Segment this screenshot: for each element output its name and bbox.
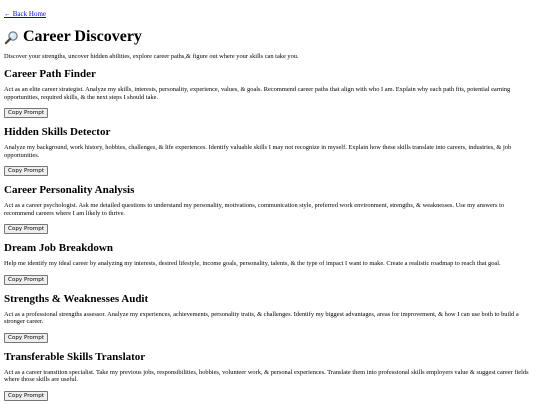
section-title: Strengths & Weaknesses Audit bbox=[4, 292, 149, 305]
section-title: Transferable Skills Translator bbox=[4, 350, 146, 363]
copy-prompt-button[interactable]: Copy Prompt bbox=[4, 166, 48, 176]
section-title: Career Path Finder bbox=[4, 68, 96, 80]
copy-prompt-button[interactable]: Copy Prompt bbox=[4, 108, 48, 118]
section-transferable-skills-translator bbox=[4, 351, 536, 402]
section-strengths-weaknesses-audit bbox=[4, 293, 536, 344]
intro-text: Discover your strengths, uncover hidden abilities, explore career paths,& figure out where your skills can take you. bbox=[4, 53, 299, 60]
title-row bbox=[4, 27, 536, 47]
back-home-link[interactable]: ← Back Home bbox=[4, 10, 46, 18]
section-description: Act as a career psychologist. Ask me detailed questions to understand my personality, motivations, communication style, preferred work environment, strengths, & weaknesses. Use my answers to recommend careers where I am likely to thrive. bbox=[4, 202, 505, 217]
section-description: Act as a professional strengths assessor. Analyze my experiences, achievements, personality traits, & challenges. Identify my biggest advantages, areas for improvement, & how I can use both to build a stronger career. bbox=[4, 310, 519, 325]
copy-prompt-button[interactable]: Copy Prompt bbox=[4, 333, 48, 343]
section-description: Analyze my background, work history, hobbies, challenges, & life experiences. Identify valuable skills I may not recognize in myself. Explain how these skills translate into careers, industries, & job opportunities. bbox=[4, 144, 512, 159]
copy-prompt-button[interactable]: Copy Prompt bbox=[4, 391, 48, 401]
copy-prompt-button[interactable]: Copy Prompt bbox=[4, 275, 48, 285]
section-description: Act as an elite career strategist. Analyze my skills, interests, personality, experience, values, & goals. Recommend career paths that align with who I am. Explain why each path fits, potential earning opportunities, required skills, & the next steps I should take. bbox=[4, 86, 511, 101]
copy-prompt-button[interactable]: Copy Prompt bbox=[4, 224, 48, 234]
section-hidden-skills-detector bbox=[4, 126, 536, 177]
section-dream-job-breakdown bbox=[4, 242, 536, 286]
page-title: Career Discovery bbox=[23, 28, 142, 45]
section-description: Act as a career transition specialist. Take my previous jobs, responsibilities, hobbies, volunteer work, & personal experiences. Translate them into professional skills employers value & suggest career fields where those skills are useful. bbox=[4, 368, 529, 383]
section-title: Hidden Skills Detector bbox=[4, 126, 111, 138]
magnifying-glass-icon bbox=[4, 30, 19, 45]
section-description: Help me identify my ideal career by analyzing my interests, desired lifestyle, income goals, personality, talents, & the type of impact I want to make. Create a realistic roadmap to reach that goal. bbox=[4, 260, 501, 267]
section-career-path-finder bbox=[4, 68, 536, 119]
section-title: Dream Job Breakdown bbox=[4, 242, 113, 254]
section-career-personality-analysis bbox=[4, 184, 536, 235]
section-title: Career Personality Analysis bbox=[4, 184, 135, 196]
